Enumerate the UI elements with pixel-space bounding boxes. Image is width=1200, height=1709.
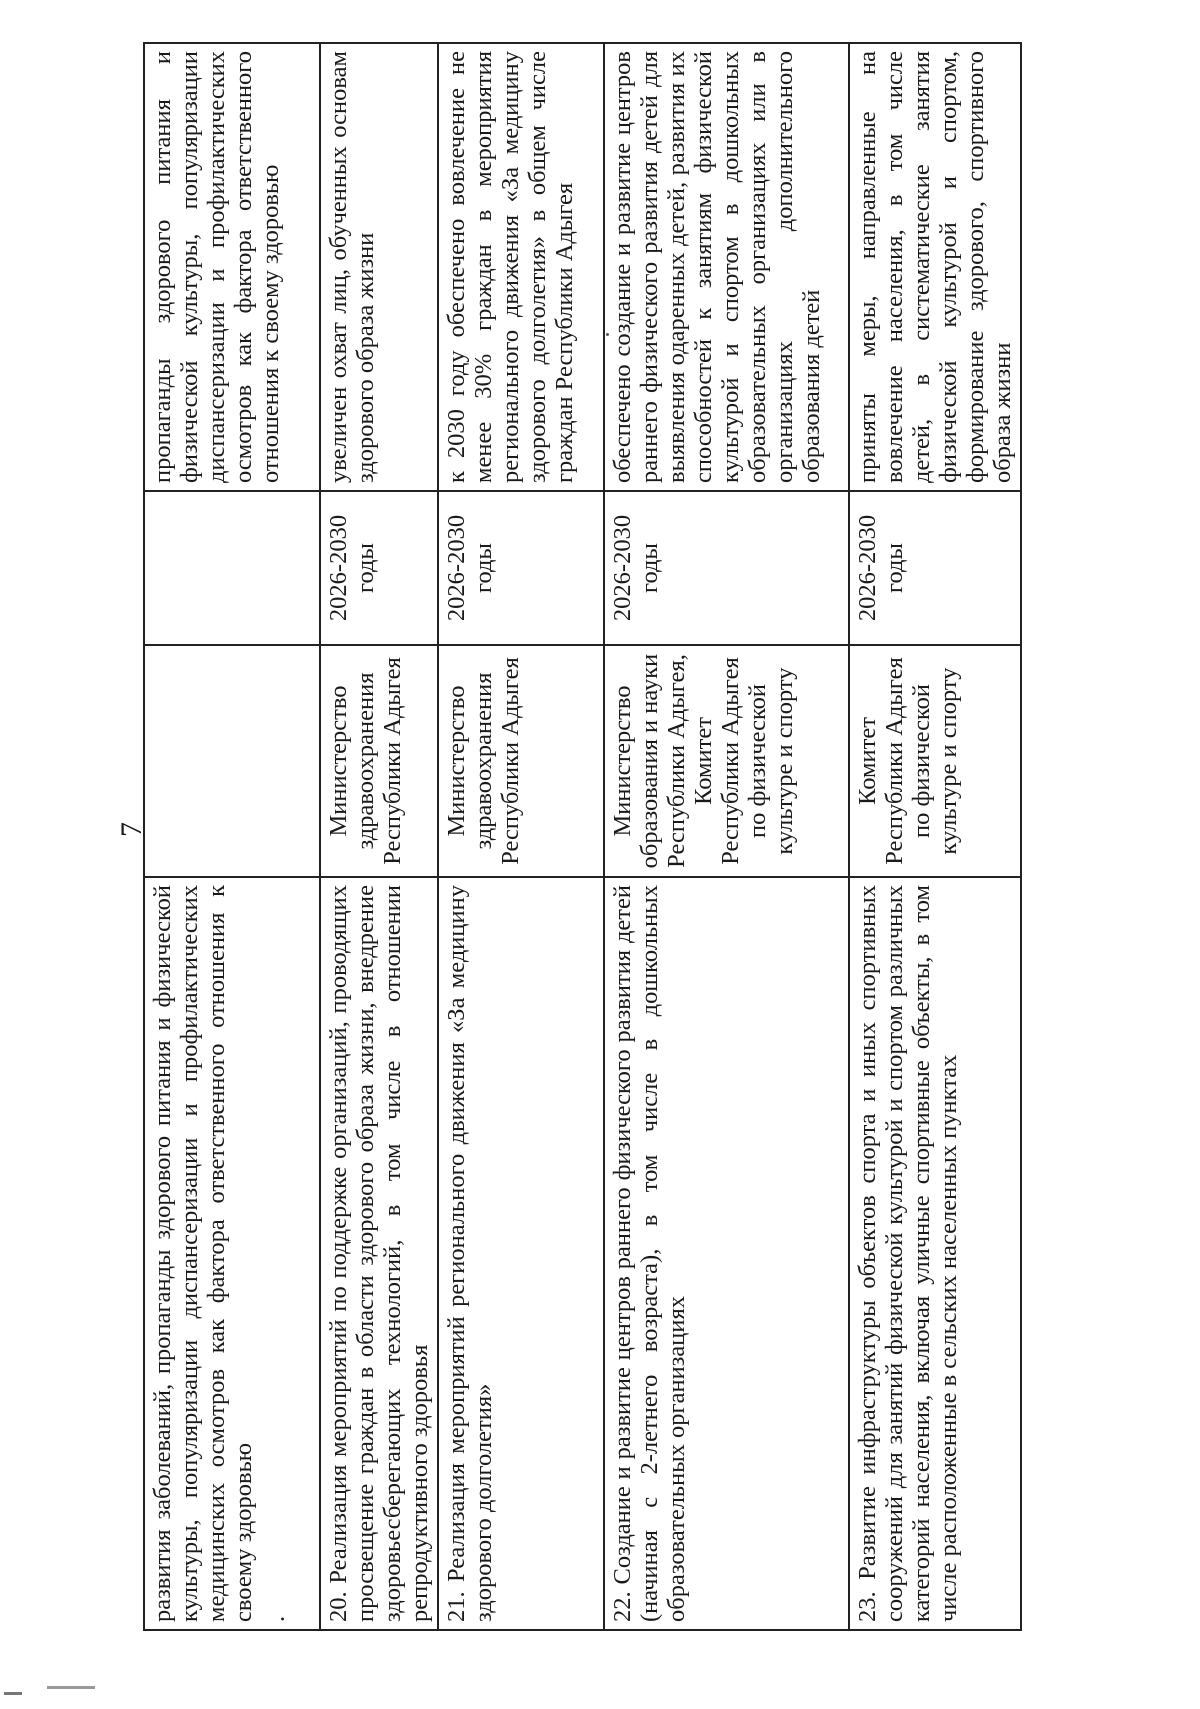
result-cell: к 2030 году обеспечено вовлечение не менее 30% граждан в мероприятия регионального движения «За медицину здорового долголетия» в общем числе граждан Республики Адыгея — [438, 43, 604, 491]
term-cell: 2026-2030 годы — [320, 491, 438, 645]
executor-cell: Министерство здравоохранения Республики Адыгея — [438, 645, 604, 877]
measure-cell: 22. Создание и развитие центров раннего физического развития детей (начиная с 2-летнего возраста), в том числе в дошкольных образовательных организациях — [604, 877, 849, 1630]
scan-edge-mark — [4, 1692, 22, 1695]
term-cell: 2026-2030 годы — [604, 491, 849, 645]
scan-edge-line — [47, 1686, 95, 1689]
scan-speck — [606, 333, 609, 336]
table-row — [849, 43, 1021, 1630]
term-cell: 2026-2030 годы — [438, 491, 604, 645]
measure-cell — [144, 877, 320, 1630]
term-cell: 2026-2030 годы — [849, 491, 1021, 645]
measure-cell: 20. Реализация мероприятий по поддержке организаций, проводящих просвещение граждан в области здорового образа жизни, внедрение здоровьесберегающих технологий, в том числе в отношении репродуктивного здоровья — [320, 877, 438, 1630]
table-row — [320, 43, 438, 1630]
stray-dot-mark: . — [263, 1615, 290, 1622]
rotated-table-wrapper — [143, 51, 1016, 1631]
result-cell: обеспечено создание и развитие центров раннего физического развития детей для выявления одаренных детей, развития их способностей к занятиям физической культурой и спортом в дошкольных образовательных организациях или в организациях дополнительного образования детей — [604, 43, 849, 491]
result-cell: увеличен охват лиц, обученных основам здорового образа жизни — [320, 43, 438, 491]
executor-cell: Министерство здравоохранения Республики Адыгея — [320, 645, 438, 877]
table-row — [144, 43, 320, 1630]
measure-text: развития заболеваний, пропаганды здорового питания и физической культуры, популяризации диспансеризации и профилактических медицинских осмотров как фактора ответственного отношения к своему здоровью — [149, 885, 257, 1622]
table-row — [438, 43, 604, 1630]
term-cell — [144, 491, 320, 645]
executor-cell — [144, 645, 320, 877]
page-number: 7 — [115, 822, 148, 837]
executor-cell: Министерство образования и науки Республики Адыгея, Комитет Республики Адыгея по физической культуре и спорту — [604, 645, 849, 877]
measures-table — [143, 42, 1022, 1631]
result-cell: приняты меры, направленные на вовлечение населения, в том числе детей, в систематические занятия физической культурой и спортом, формирование здорового, спортивного образа жизни — [849, 43, 1021, 491]
table-row — [604, 43, 849, 1630]
executor-cell: Комитет Республики Адыгея по физической культуре и спорту — [849, 645, 1021, 877]
measure-cell: 23. Развитие инфраструктуры объектов спорта и иных спортивных сооружений для занятий физической культурой и спортом различных категорий населения, включая уличные спортивные объекты, в том числе расположенные в сельских населенных пунктах — [849, 877, 1021, 1630]
result-cell: пропаганды здорового питания и физической культуры, популяризации диспансеризации и профилактических осмотров как фактора ответственного отношения к своему здоровью — [144, 43, 320, 491]
measure-cell: 21. Реализация мероприятий регионального движения «За медицину здорового долголетия» — [438, 877, 604, 1630]
